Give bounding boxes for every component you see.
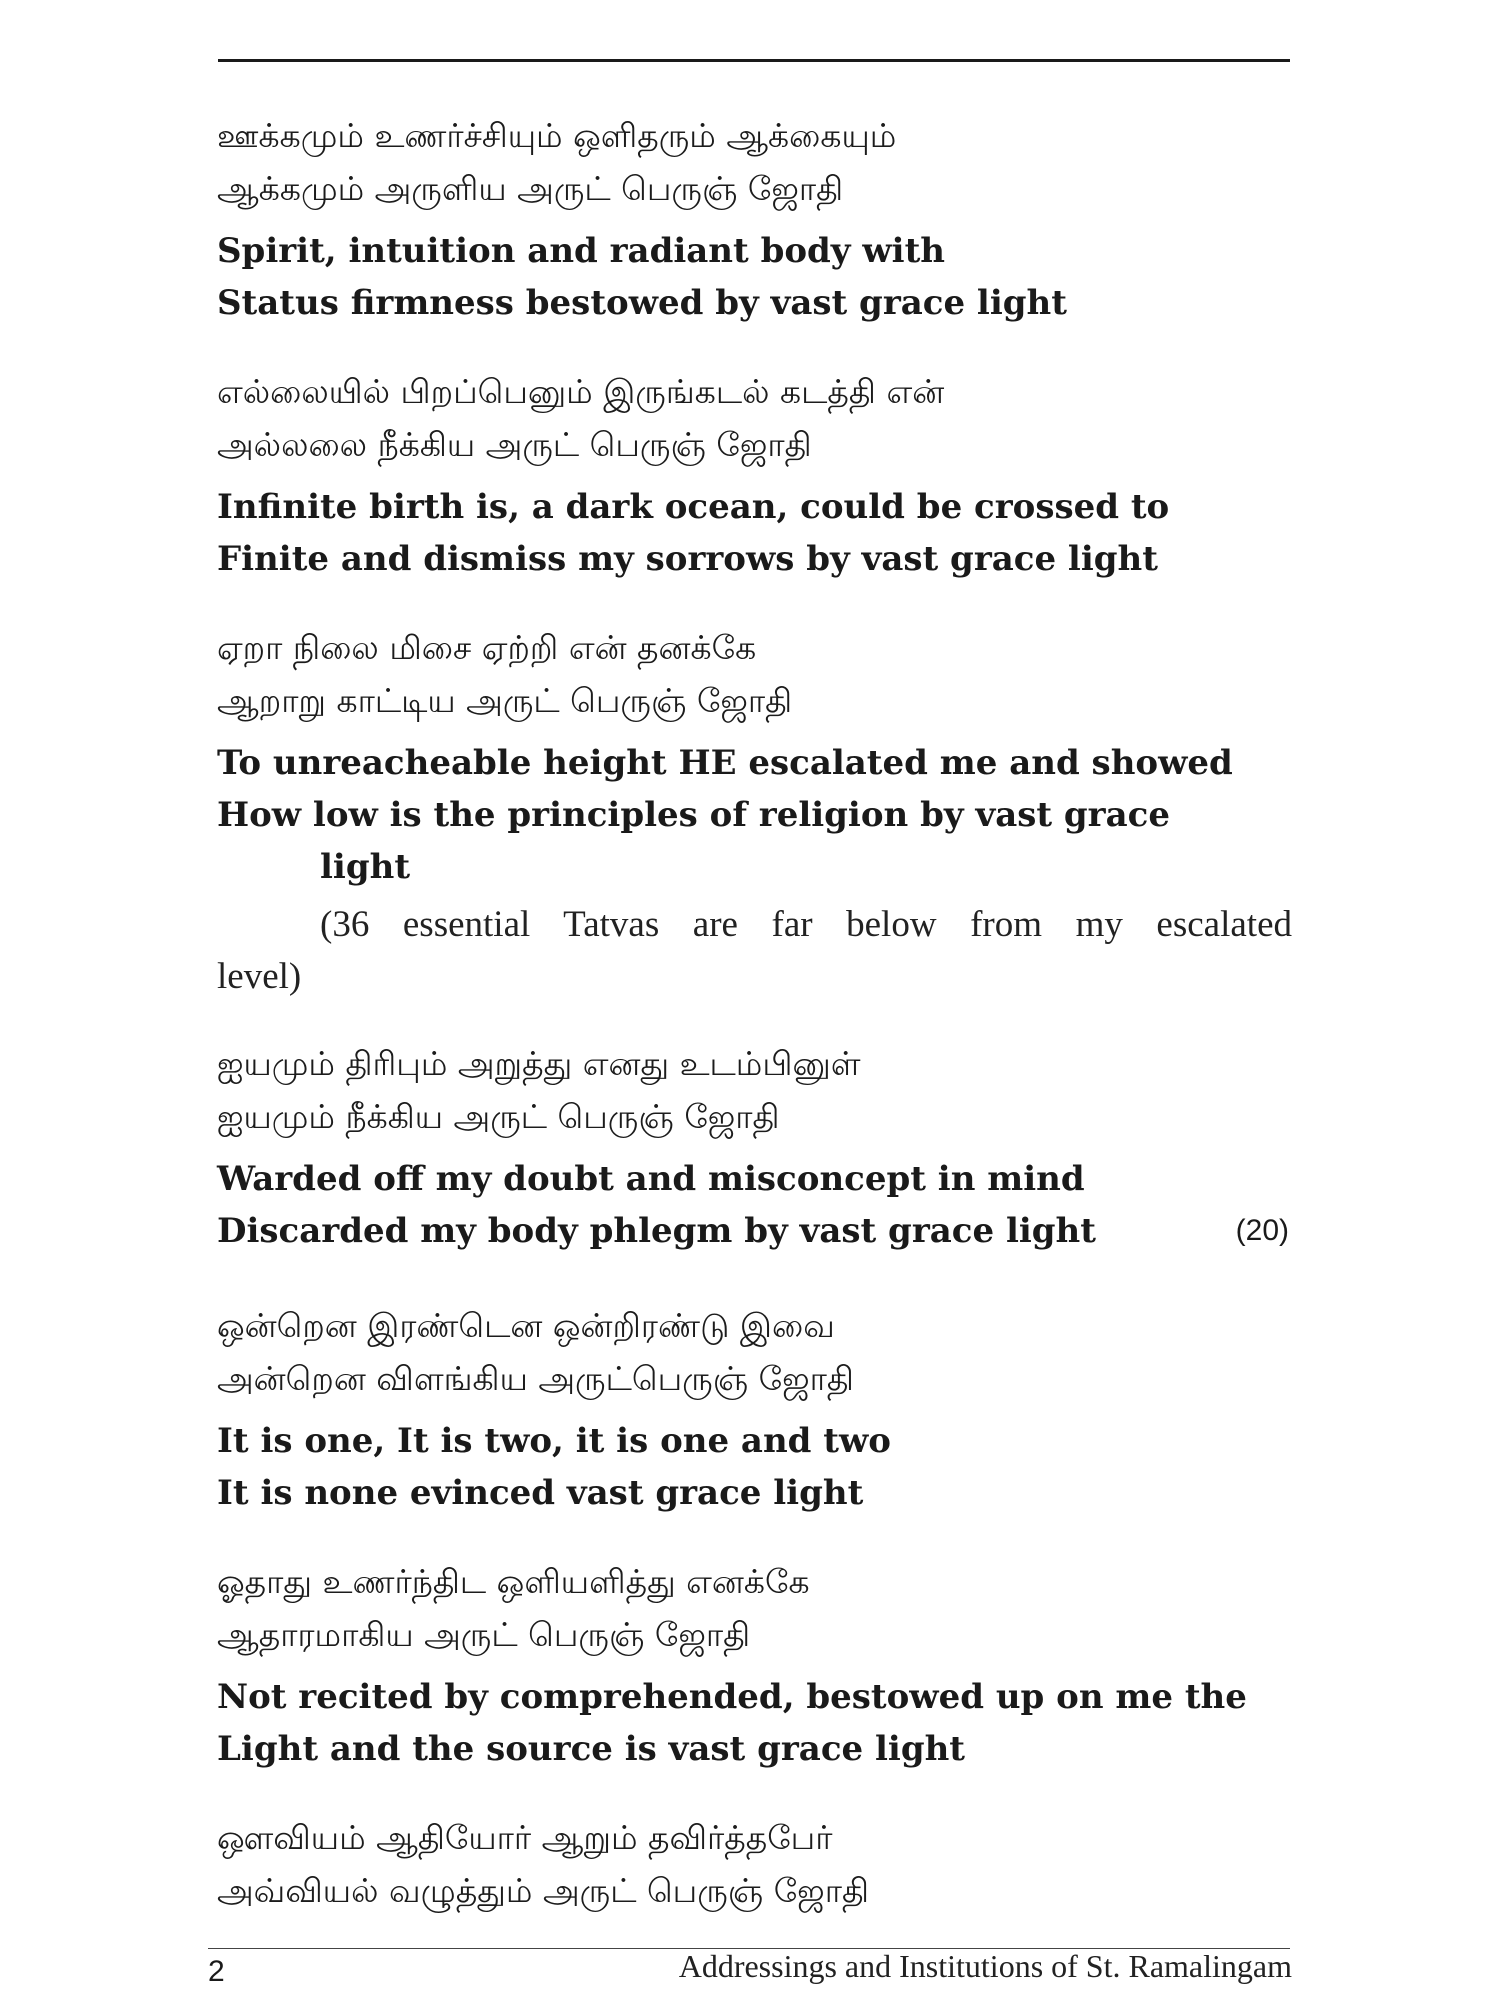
english-line: light [320, 847, 411, 887]
tamil-line: ஒன்றென இரண்டென ஒன்றிரண்டு இவை [217, 1306, 835, 1345]
stanza-6 [217, 1555, 1297, 1775]
english-line: Spirit, intuition and radiant body with [217, 231, 945, 271]
tamil-line: ஔவியம் ஆதியோர் ஆறும் தவிர்த்தபேர் [217, 1818, 833, 1857]
english-line: Light and the source is vast grace light [217, 1729, 966, 1769]
tatva-note [217, 899, 1292, 1003]
stanza-3 [217, 621, 1297, 1003]
english-line: Finite and dismiss my sorrows by vast grace light [217, 539, 1158, 579]
tamil-line: ஏறா நிலை மிசை ஏற்றி என் தனக்கே [217, 628, 757, 667]
stanza-2 [217, 365, 1297, 585]
running-title: Addressings and Institutions of St. Ramalingam [678, 1948, 1292, 1984]
stanza-1 [217, 109, 1297, 329]
tamil-line: ஊக்கமும் உணர்ச்சியும் ஒளிதரும் ஆக்கையும் [217, 116, 897, 155]
tamil-line: அன்றென விளங்கிய அருட்பெருஞ் ஜோதி [217, 1359, 854, 1398]
verse-number: (20) [1235, 1214, 1289, 1247]
note-line: level) [217, 956, 302, 997]
tamil-line: ஆறாறு காட்டிய அருட் பெருஞ் ஜோதி [217, 681, 793, 720]
english-line: It is one, It is two, it is one and two [217, 1421, 891, 1461]
tamil-line: அல்லலை நீக்கிய அருட் பெருஞ் ஜோதி [217, 425, 812, 464]
top-rule [218, 59, 1290, 62]
english-line: Not recited by comprehended, bestowed up on me the [217, 1677, 1247, 1717]
english-line: It is none evinced vast grace light [217, 1473, 864, 1513]
english-line: Warded off my doubt and misconcept in mind [217, 1159, 1085, 1199]
page-number: 2 [208, 1955, 225, 1988]
english-line [217, 1205, 1297, 1257]
tamil-line: ஓதாது உணர்ந்திட ஒளியளித்து எனக்கே [217, 1562, 810, 1601]
english-line: Infinite birth is, a dark ocean, could be crossed to [217, 487, 1170, 527]
english-line: To unreacheable height HE escalated me and showed [217, 743, 1233, 783]
english-line: Status firmness bestowed by vast grace light [217, 283, 1067, 323]
stanza-4 [217, 1037, 1297, 1257]
stanza-7 [217, 1811, 1297, 1917]
tamil-line: அவ்வியல் வழுத்தும் அருட் பெருஞ் ஜோதி [217, 1871, 869, 1910]
note-line: (36 essential Tatvas are far below from my escalated [320, 904, 1292, 945]
tamil-line: ஆக்கமும் அருளிய அருட் பெருஞ் ஜோதி [217, 169, 844, 208]
tamil-line: ஆதாரமாகிய அருட் பெருஞ் ஜோதி [217, 1615, 751, 1654]
tamil-line: ஐயமும் திரிபும் அறுத்து எனது உடம்பினுள் [217, 1044, 861, 1083]
stanza-5 [217, 1299, 1297, 1519]
english-line: How low is the principles of religion by vast grace [217, 795, 1170, 835]
english-line-text: Discarded my body phlegm by vast grace light [217, 1211, 1096, 1251]
tamil-line: ஐயமும் நீக்கிய அருட் பெருஞ் ஜோதி [217, 1097, 780, 1136]
tamil-line: எல்லையில் பிறப்பெனும் இருங்கடல் கடத்தி என் [217, 372, 945, 411]
